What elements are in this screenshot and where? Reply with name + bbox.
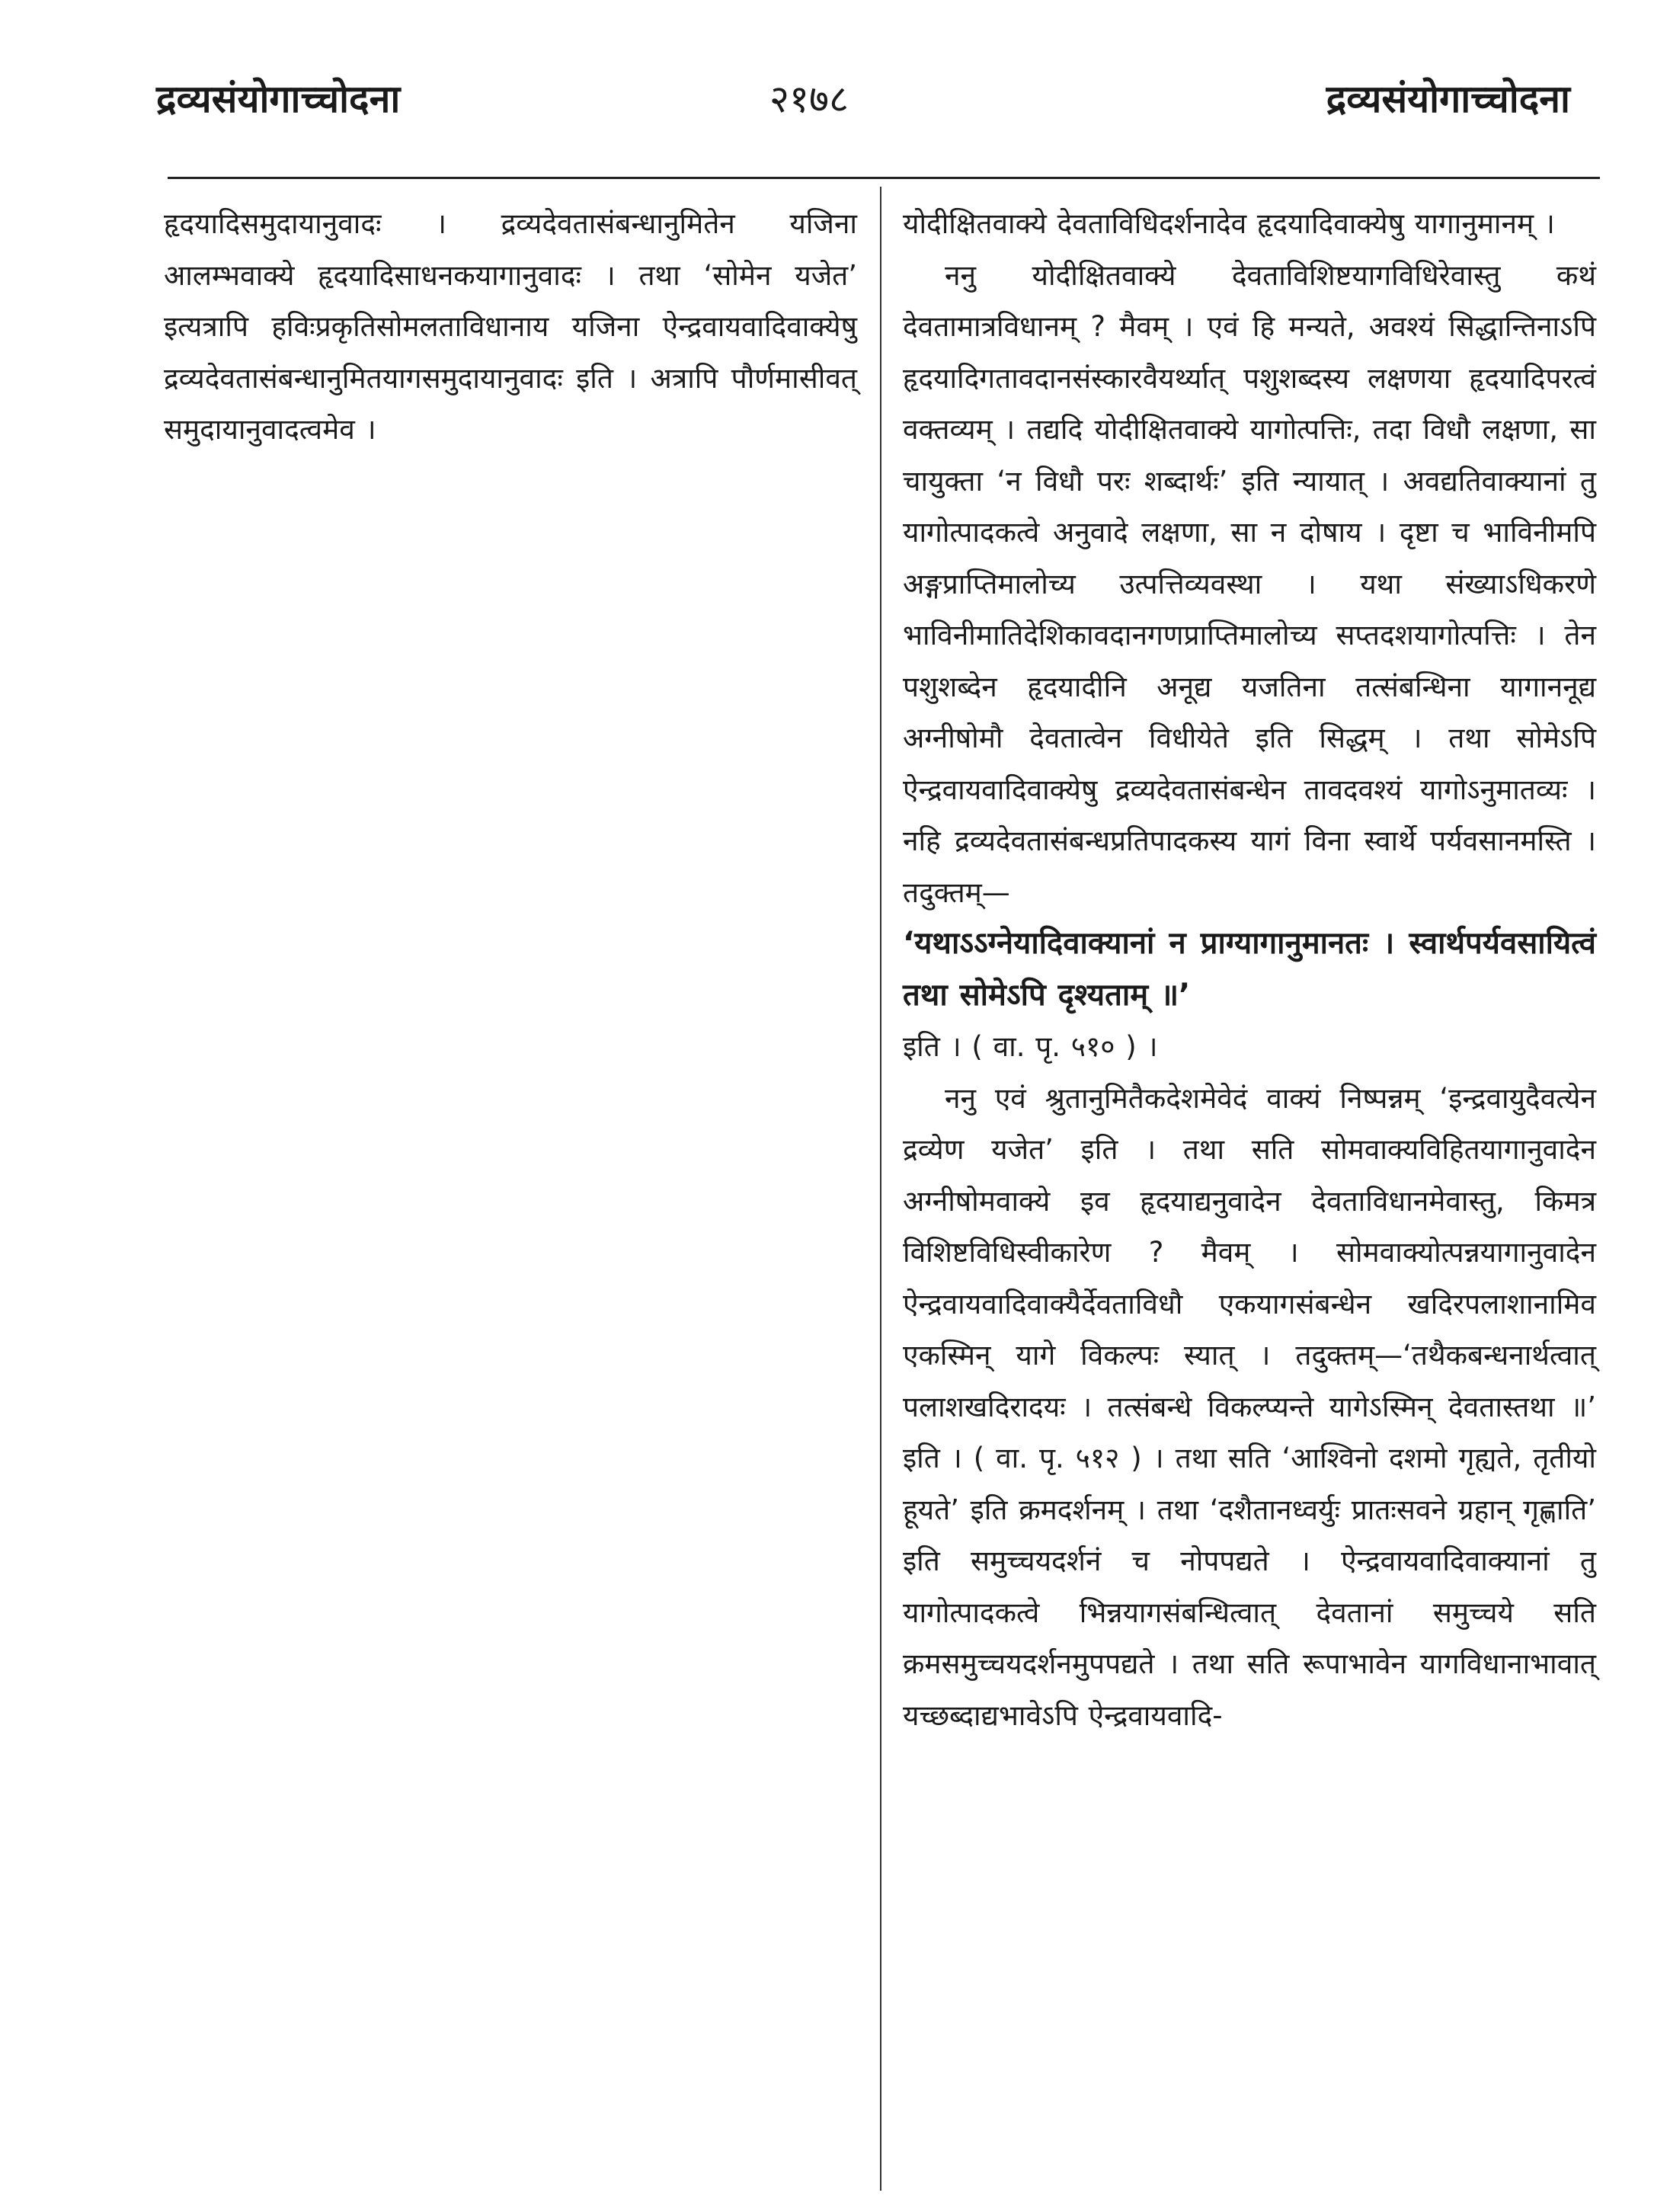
left-paragraph-1: हृदयादिसमुदायानुवादः । द्रव्यदेवतासंबन्धानुमितेन यजिना आलम्भवाक्ये हृदयादिसाधनकयागानुवादः । तथा ‘सोमेन यजेत’ इत्यत्रापि हविःप्रकृतिसोमलताविधानाय यजिना ऐन्द्रवायवादिवाक्येषु द्रव्यदेवतासंबन्धानुमितयागसमुदायानुवादः इति । अत्रापि पौर्णमासीवत् समुदायानुवादत्वमेव । [164,207,857,446]
page-number: २१७८ [769,77,849,121]
header-rule [168,177,1600,179]
left-column [164,198,857,456]
right-citation: इति । ( वा. पृ. ५१० ) । [903,1030,1158,1063]
right-verse-quote: ‘यथाऽऽग्नेयादिवाक्यानां न प्राग्यागानुमानतः । स्वार्थपर्यवसायित्वं तथा सोमेऽपि दृश्यताम् ॥’ [903,926,1596,1013]
right-paragraph-1: योदीक्षितवाक्ये देवताविधिदर्शनादेव हृदयादिवाक्येषु यागानुमानम् । [903,207,1555,240]
column-divider [880,187,881,2191]
right-column [903,198,1596,1741]
right-paragraph-2: ननु योदीक्षितवाक्ये देवताविशिष्टयागविधिरेवास्तु कथं देवतामात्रविधानम् ? मैवम् । एवं हि मन्यते, अवश्यं सिद्धान्तिनाऽपि हृदयादिगतावदानसंस्कारवैयर्थ्यात् पशुशब्दस्य लक्षणया हृदयादिपरत्वं वक्तव्यम् । तद्यदि योदीक्षितवाक्ये यागोत्पत्तिः, तदा विधौ लक्षणा, सा चायुक्ता ‘न विधौ परः शब्दार्थः’ इति न्यायात् । अवद्यतिवाक्यानां तु यागोत्पादकत्वे अनुवादे लक्षणा, सा न दोषाय । दृष्टा च भाविनीमपि अङ्गप्राप्तिमालोच्य उत्पत्तिव्यवस्था । यथा संख्याऽधिकरणे भाविनीमातिदेशिकावदानगणप्राप्तिमालोच्य सप्तदशयागोत्पत्तिः । तेन पशुशब्देन हृदयादीनि अनूद्य यजतिना तत्संबन्धिना यागाननूद्य अग्नीषोमौ देवतात्वेन विधीयेते इति सिद्धम् । तथा सोमेऽपि ऐन्द्रवायवादिवाक्येषु द्रव्यदेवतासंबन्धेन तावदवश्यं यागोऽनुमातव्यः । नहि द्रव्यदेवतासंबन्धप्रतिपादकस्य यागं विना स्वार्थे पर्यवसानमस्ति । तदुक्तम्— [903,258,1596,909]
running-head-right: द्रव्यसंयोगाच्चोदना [1326,77,1570,121]
running-head-left: द्रव्यसंयोगाच्चोदना [156,77,401,121]
right-paragraph-3: ननु एवं श्रुतानुमितैकदेशमेवेदं वाक्यं निष्पन्नम् ‘इन्द्रवायुदैवत्येन द्रव्येण यजेत’ इति । तथा सति सोमवाक्यविहितयागानुवादेन अग्नीषोमवाक्ये इव हृदयाद्यनुवादेन देवताविधानमेवास्तु, किमत्र विशिष्टविधिस्वीकारेण ? मैवम् । सोमवाक्योत्पन्नयागानुवादेन ऐन्द्रवायवादिवाक्यैर्देवताविधौ एकयागसंबन्धेन खदिरपलाशानामिव एकस्मिन् यागे विकल्पः स्यात् । तदुक्तम्—‘तथैकबन्धनार्थत्वात् पलाशखदिरादयः । तत्संबन्धे विकल्प्यन्ते यागेऽस्मिन् देवतास्तथा ॥’ इति । ( वा. पृ. ५१२ ) । तथा सति ‘आश्विनो दशमो गृह्यते, तृतीयो हूयते’ इति क्रमदर्शनम् । तथा ‘दशैतानध्वर्युः प्रातःसवने ग्रहान् गृह्णाति’ इति समुच्चयदर्शनं च नोपपद्यते । ऐन्द्रवायवादिवाक्यानां तु यागोत्पादकत्वे भिन्नयागसंबन्धित्वात् देवतानां समुच्चये सति क्रमसमुच्चयदर्शनमुपपद्यते । तथा सति रूपाभावेन यागविधानाभावात् यच्छब्दाद्यभावेऽपि ऐन्द्रवायवादि- [903,1081,1596,1732]
